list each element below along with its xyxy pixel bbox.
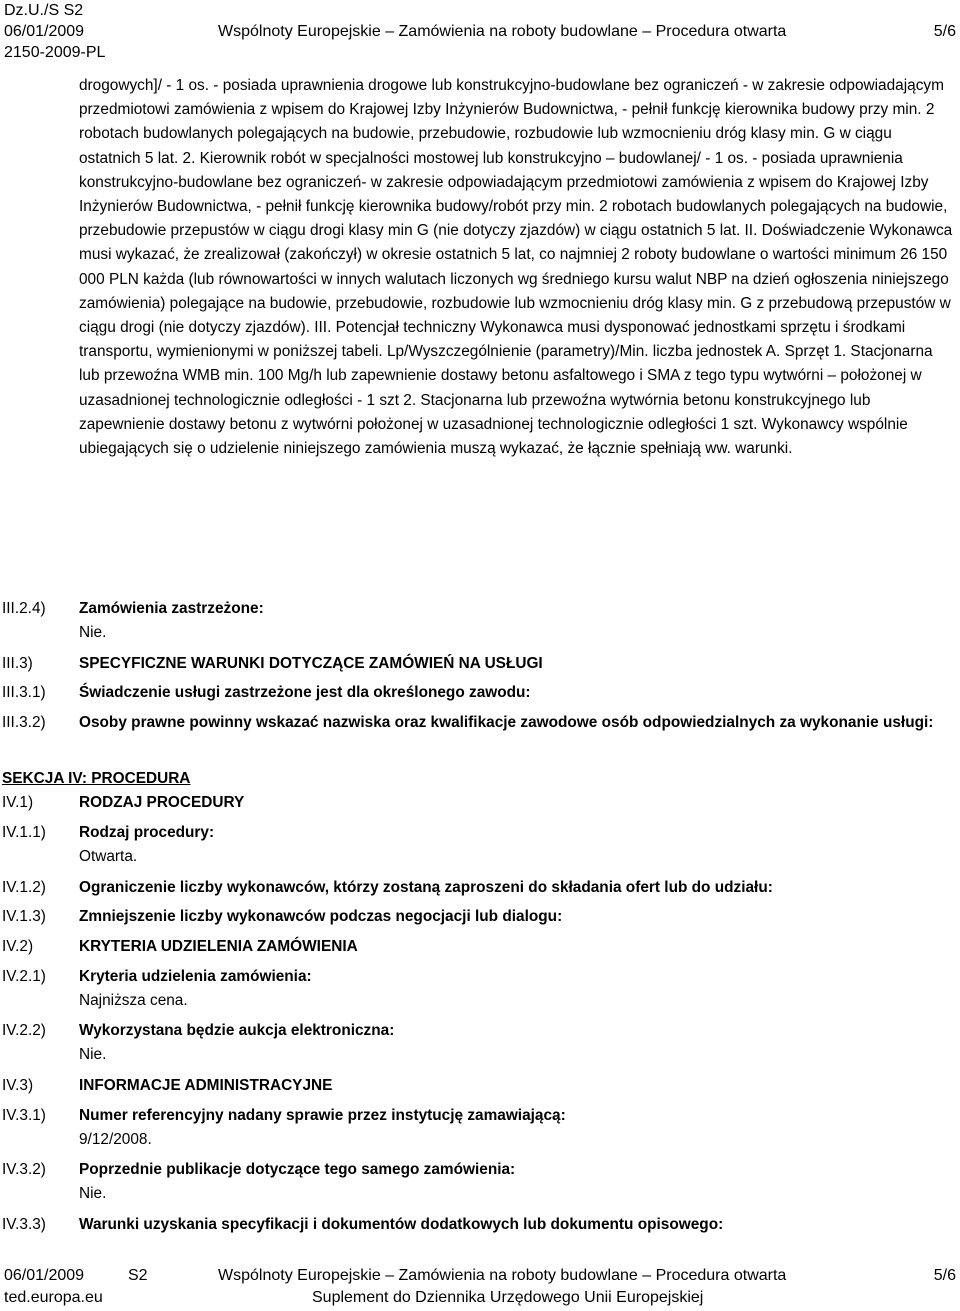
section-label: Kryteria udzielenia zamówienia: — [79, 968, 312, 985]
section-value: Otwarta. — [79, 848, 138, 866]
section-label: Osoby prawne powinny wskazać nazwiska oraz kwalifikacje zawodowe osób odpowiedzialnych za wykonanie usługi: — [79, 714, 934, 731]
section-number: IV.1) — [2, 794, 34, 811]
section-label: Warunki uzyskania specyfikacji i dokumentów dodatkowych lub dokumentu opisowego: — [79, 1216, 724, 1233]
header-date: 06/01/2009 — [4, 23, 85, 40]
section-number: IV.2.1) — [2, 968, 46, 985]
section-number: IV.1.2) — [2, 879, 46, 896]
section-heading: SEKCJA IV: PROCEDURA — [2, 770, 191, 787]
section-number: III.3.1) — [2, 684, 46, 701]
section-value: Nie. — [79, 624, 107, 642]
footer-date: 06/01/2009 — [4, 1267, 85, 1284]
section-label: KRYTERIA UDZIELENIA ZAMÓWIENIA — [79, 938, 358, 955]
section-number: IV.2) — [2, 938, 34, 955]
section-number: III.3) — [2, 655, 33, 672]
section-label: RODZAJ PROCEDURY — [79, 794, 245, 811]
header-journal: Dz.U./S S2 — [4, 2, 84, 19]
section-number: IV.3.2) — [2, 1161, 46, 1178]
section-number: IV.3.1) — [2, 1107, 46, 1124]
header-left — [4, 0, 105, 63]
section-label: Poprzednie publikacje dotyczące tego samego zamówienia: — [79, 1161, 516, 1178]
section-label: Rodzaj procedury: — [79, 824, 215, 841]
section-label: Zamówienia zastrzeżone: — [79, 600, 264, 617]
section-number: IV.2.2) — [2, 1022, 46, 1039]
footer-page-number: 5/6 — [933, 1267, 956, 1284]
section-label: INFORMACJE ADMINISTRACYJNE — [79, 1077, 333, 1094]
page-header — [0, 0, 960, 66]
section-label: SPECYFICZNE WARUNKI DOTYCZĄCE ZAMÓWIEŃ NA USŁUGI — [79, 655, 543, 672]
section-label: Numer referencyjny nadany sprawie przez instytucję zamawiającą: — [79, 1107, 566, 1124]
section-number: IV.1.3) — [2, 908, 46, 925]
footer-site-link[interactable]: ted.europa.eu — [4, 1289, 103, 1306]
footer-supplement: Suplement do Dziennika Urzędowego Unii Europejskiej — [312, 1289, 704, 1306]
section-number: IV.1.1) — [2, 824, 46, 841]
section-number: IV.3.3) — [2, 1216, 46, 1233]
header-title: Wspólnoty Europejskie – Zamówienia na roboty budowlane – Procedura otwarta — [218, 23, 787, 40]
section-label: Wykorzystana będzie aukcja elektroniczna: — [79, 1022, 395, 1039]
header-ref: 2150-2009-PL — [4, 44, 106, 61]
section-value: Nie. — [79, 1046, 107, 1064]
section-number: III.3.2) — [2, 714, 46, 731]
section-value: 9/12/2008. — [79, 1131, 152, 1149]
section-value: Najniższa cena. — [79, 992, 188, 1010]
section-number: IV.3) — [2, 1077, 34, 1094]
section-label: Świadczenie usługi zastrzeżone jest dla określonego zawodu: — [79, 684, 531, 701]
section-number: III.2.4) — [2, 600, 46, 617]
footer-left — [4, 1265, 103, 1309]
body-paragraph: drogowych]/ - 1 os. - posiada uprawnienia drogowe lub konstrukcyjno-budowlane bez ograniczeń - w zakresie odpowiadającym przedmiotowi zamówienia z wpisem do Krajowej Izby Inżynierów Budownictwa, - pełnił funkcję kierownika budowy przy min. 2 robotach budowlanych polegających na budowie, przebudowie, rozbudowie lub wzmocnieniu dróg klasy min. G w ciągu ostatnich 5 lat. 2. Kierownik robót w specjalności mostowej lub konstrukcyjno – budowlanej/ - 1 os. - posiada uprawnienia konstrukcyjno-budowlane bez ograniczeń- w zakresie odpowiadającym przedmiotowi zamówienia z wpisem do Krajowej Izby Inżynierów Budownictwa, - pełnił funkcję kierownika budowy/robót przy min. 2 robotach budowlanych polegających na budowie, przebudowie przepustów w ciągu drogi klasy min G (nie dotyczy zjazdów) w ciągu ostatnich 5 lat. II. Doświadczenie Wykonawca musi wykazać, że zrealizował (zakończył) w okresie ostatnich 5 lat, co najmniej 2 roboty budowlane o wartości minimum 26 150 000 PLN każda (lub równowartości w innych walutach liczonych wg średniego kursu walut NBP na dzień ogłoszenia niniejszego zamówienia) polegające na budowie, przebudowie, rozbudowie lub wzmocnieniu dróg klasy min. G z przebudową przepustów w ciągu drogi (nie dotyczy zjazdów). III. Potencjał techniczny Wykonawca musi dysponować jednostkami sprzętu i środkami transportu, wymienionymi w poniższej tabeli. Lp/Wyszczególnienie (parametry)/Min. liczba jednostek A. Sprzęt 1. Stacjonarna lub przewoźna WMB min. 100 Mg/h lub zapewnienie dostawy betonu asfaltowego i SMA z tego typu wytwórni – położonej w uzasadnionej technologicznie odległości - 1 szt 2. Stacjonarna lub przewoźna wytwórnia betonu konstrukcyjnego lub zapewnienie dostawy betonu z wytwórni położonej w uzasadnionej technologicznie odległości 1 szt. Wykonawcy wspólnie ubiegających się o udzielenie niniejszego zamówienia muszą wykazać, że łącznie spełniają ww. warunki. — [79, 77, 953, 458]
header-page-number: 5/6 — [933, 23, 956, 40]
footer-series: S2 — [128, 1267, 148, 1284]
section-value: Nie. — [79, 1185, 107, 1203]
section-label: Zmniejszenie liczby wykonawców podczas negocjacji lub dialogu: — [79, 908, 563, 925]
section-label: Ograniczenie liczby wykonawców, którzy zostaną zaproszeni do składania ofert lub do udziału: — [79, 879, 773, 896]
footer-title: Wspólnoty Europejskie – Zamówienia na roboty budowlane – Procedura otwarta — [218, 1267, 787, 1284]
